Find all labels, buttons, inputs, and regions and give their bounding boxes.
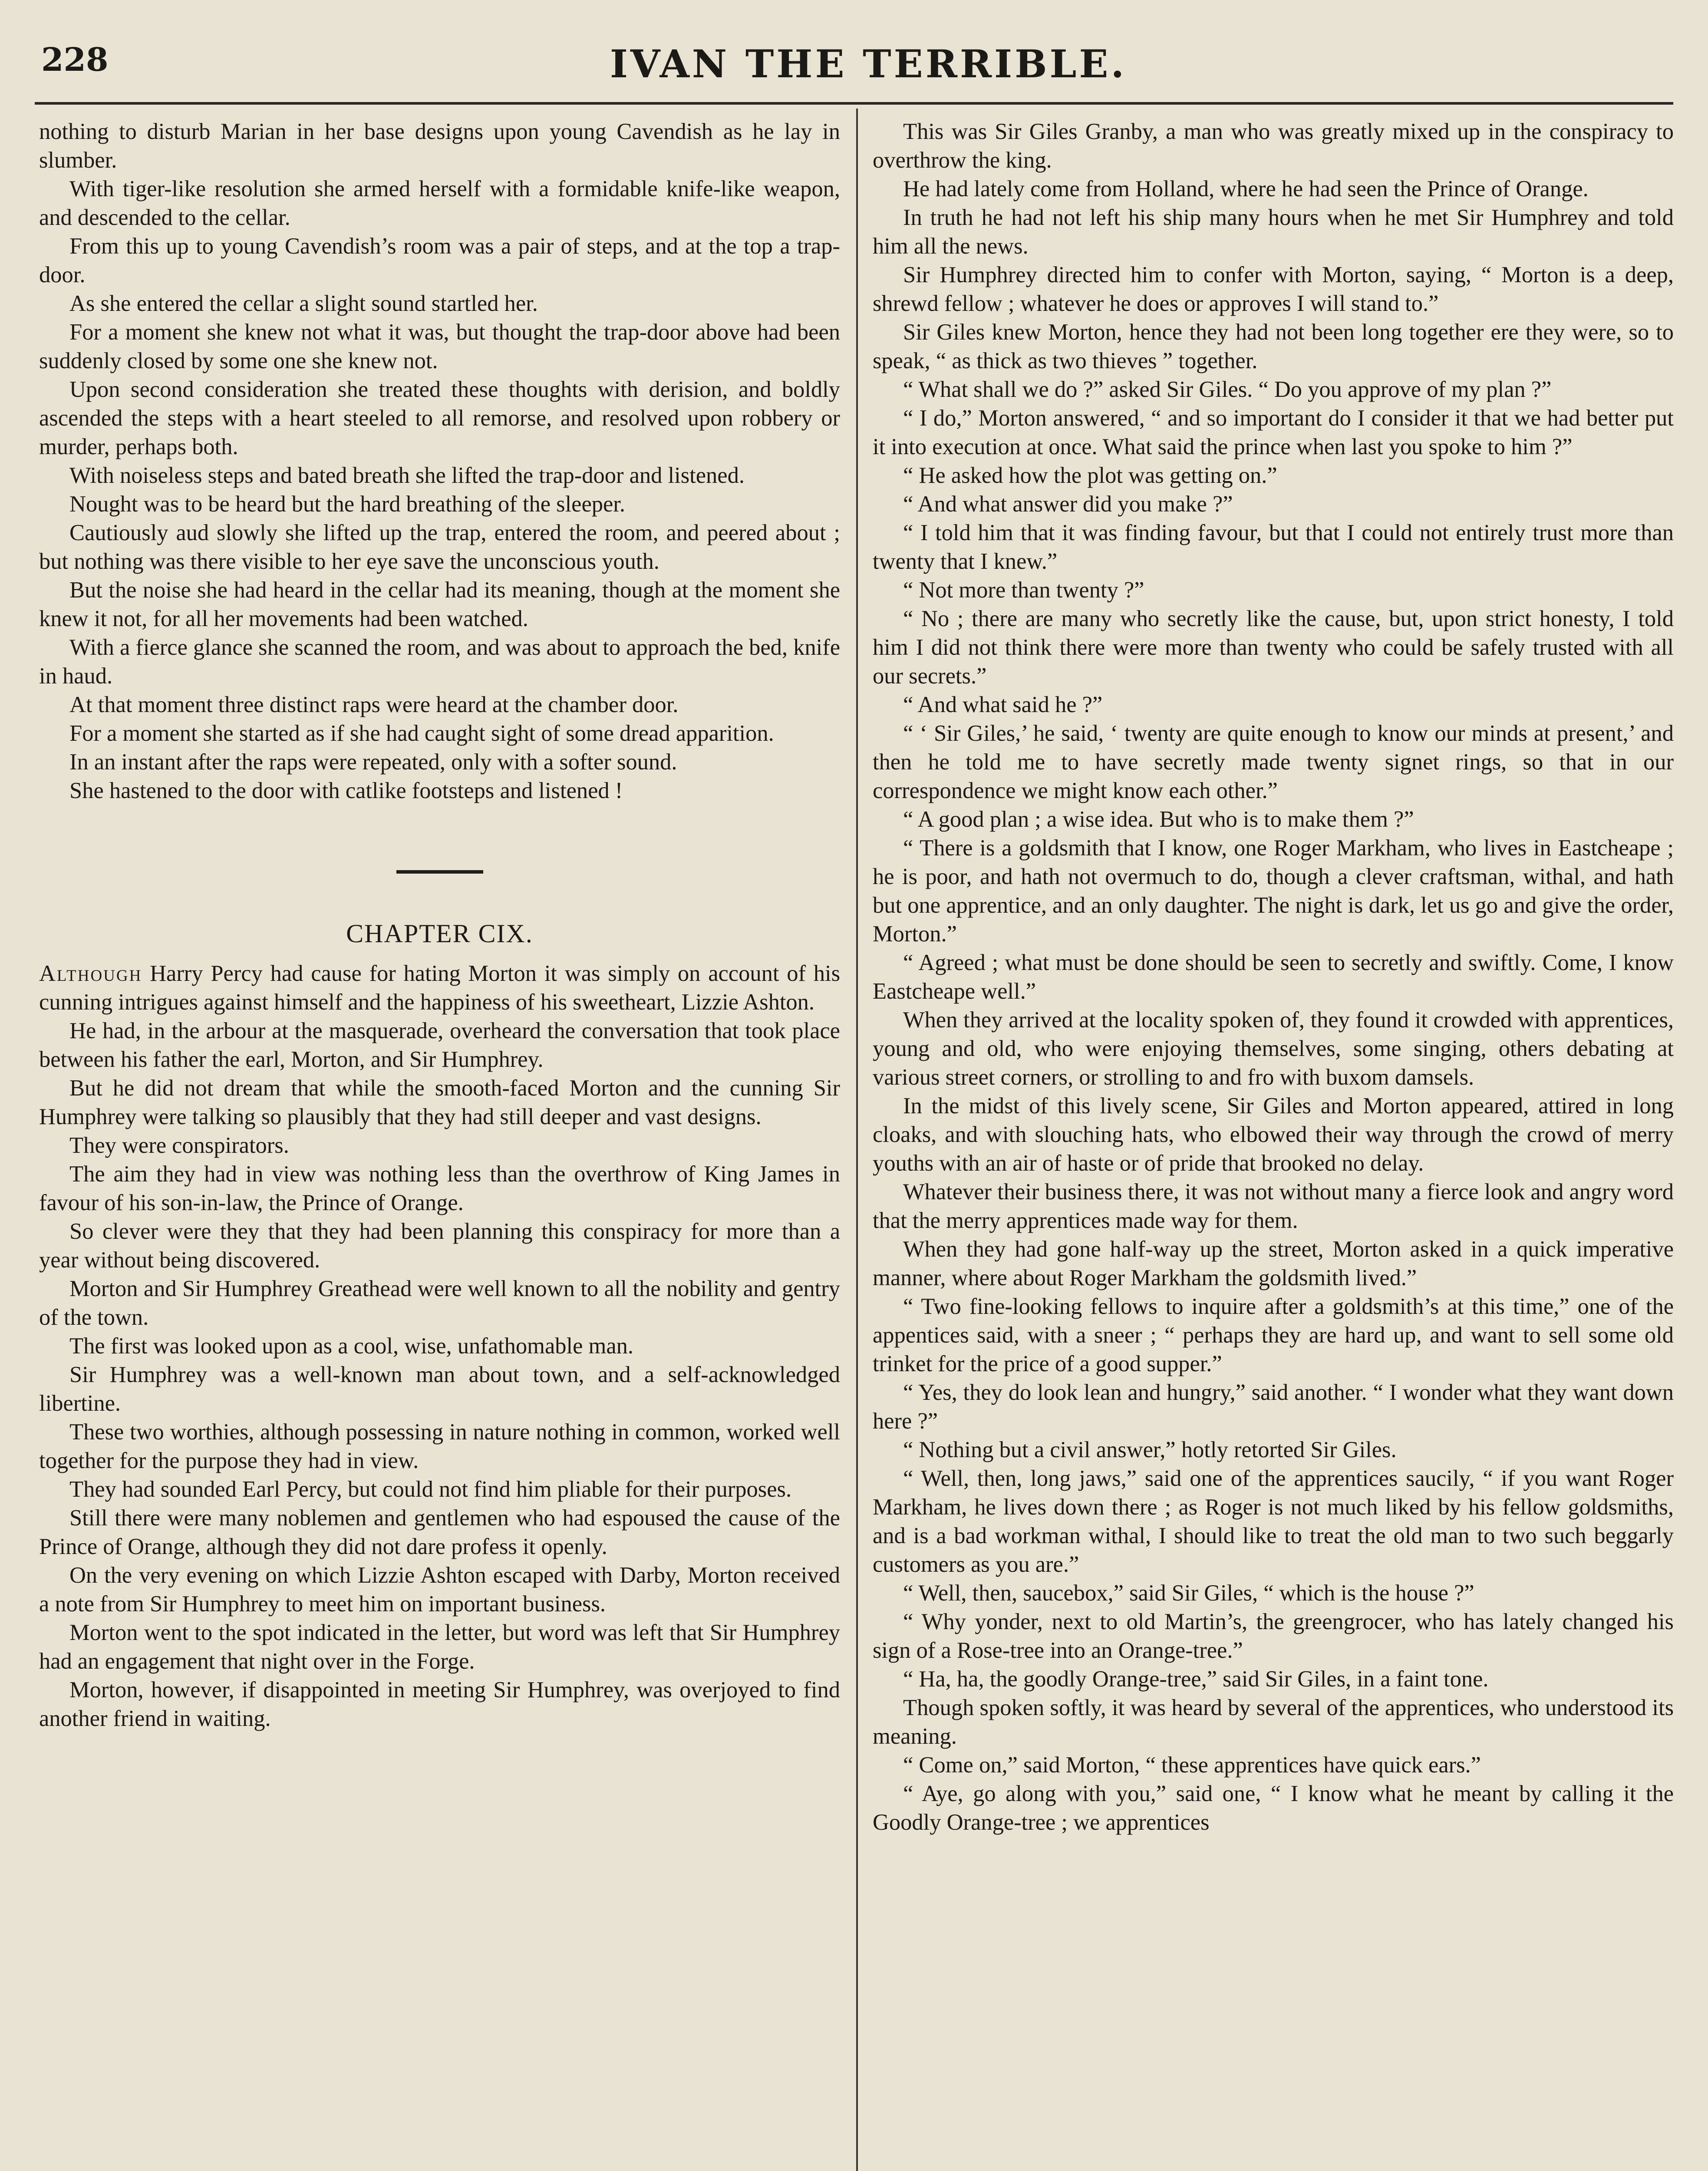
paragraph: On the very evening on which Lizzie Ashton escaped with Darby, Morton received a note from Sir Humphrey to meet him on important business.: [39, 1563, 840, 1617]
paragraph: They were conspirators.: [69, 1133, 289, 1158]
page-number: 228: [41, 41, 109, 79]
paragraph: For a moment she started as if she had caught sight of some dread apparition.: [69, 721, 774, 746]
paragraph: Sir Humphrey was a well-known man about town, and a self-acknowledged libertine.: [39, 1362, 840, 1416]
chapter-heading: CHAPTER CIX.: [346, 919, 533, 948]
paragraph: When they arrived at the locality spoken of, they found it crowded with apprentices, young and old, who were enjoying themselves, some singing, others debating at various street corners, or strolling to and fro with buxom damsels.: [873, 1007, 1674, 1090]
header-rule: [35, 102, 1673, 105]
paragraph: With a fierce glance she scanned the room, and was about to approach the bed, knife in haud.: [39, 635, 840, 689]
paragraph: At that moment three distinct raps were heard at the chamber door.: [69, 692, 679, 717]
chapter-opening-word: Although: [39, 961, 142, 986]
paragraph: But the noise she had heard in the cellar had its meaning, though at the moment she knew it not, for all her movements had been watched.: [39, 577, 840, 631]
chapter-opening-text: Harry Percy had cause for hating Morton it was simply on account of his cunning intrigues against himself and the happiness of his sweetheart, Lizzie Ashton.: [39, 961, 840, 1015]
running-title: IVAN THE TERRIBLE.: [610, 41, 1127, 86]
paragraph: nothing to disturb Marian in her base designs upon young Cavendish as he lay in slumber.: [39, 119, 840, 173]
paragraph: Morton and Sir Humphrey Greathead were well known to all the nobility and gentry of the town.: [39, 1276, 840, 1330]
paragraph: In truth he had not left his ship many hours when he met Sir Humphrey and told him all the news.: [873, 205, 1674, 259]
paragraph: When they had gone half-way up the street, Morton asked in a quick imperative manner, where about Roger Markham the goldsmith lived.”: [873, 1237, 1674, 1290]
paragraph: He had lately come from Holland, where he had seen the Prince of Orange.: [903, 176, 1589, 201]
paragraph: “ Agreed ; what must be done should be seen to secretly and swiftly. Come, I know Eastcheape well.”: [873, 950, 1674, 1004]
paragraph: “ Not more than twenty ?”: [903, 577, 1144, 603]
paragraph: Sir Giles knew Morton, hence they had not been long together ere they were, so to speak, “ as thick as two thieves ” together.: [873, 320, 1674, 373]
paragraph: “ Two fine-looking fellows to inquire after a goldsmith’s at this time,” one of the appentices said, with a sneer ; “ perhaps they are hard up, and want to sell some old trinket for the price of a good supper.”: [873, 1294, 1674, 1376]
paragraph: “ Nothing but a civil answer,” hotly retorted Sir Giles.: [903, 1437, 1397, 1462]
left-column: [39, 117, 840, 1733]
paragraph: “ A good plan ; a wise idea. But who is to make them ?”: [903, 807, 1414, 832]
paragraph: She hastened to the door with catlike footsteps and listened !: [69, 778, 623, 803]
paragraph: “ Ha, ha, the goodly Orange-tree,” said Sir Giles, in a faint tone.: [903, 1666, 1489, 1692]
paragraph: So clever were they that they had been planning this conspiracy for more than a year without being discovered.: [39, 1219, 840, 1273]
paragraph: In an instant after the raps were repeated, only with a softer sound.: [69, 749, 677, 775]
paragraph: “ Yes, they do look lean and hungry,” said another. “ I wonder what they want down here ?”: [873, 1380, 1674, 1434]
paragraph: Upon second consideration she treated these thoughts with derision, and boldly ascended the steps with a heart steeled to all remorse, and resolved upon robbery or murder, perhaps both.: [39, 377, 840, 459]
paragraph: “ And what answer did you make ?”: [903, 492, 1233, 517]
paragraph: “ What shall we do ?” asked Sir Giles. “ Do you approve of my plan ?”: [903, 377, 1552, 402]
paragraph: This was Sir Giles Granby, a man who was greatly mixed up in the conspiracy to overthrow the king.: [873, 119, 1674, 173]
paragraph: For a moment she knew not what it was, but thought the trap-door above had been suddenly closed by some one she knew not.: [39, 320, 840, 373]
paragraph: These two worthies, although possessing in nature nothing in common, worked well together for the purpose they had in view.: [39, 1419, 840, 1473]
page-header: [0, 41, 1708, 93]
right-column: [873, 117, 1674, 1837]
paragraph: “ ‘ Sir Giles,’ he said, ‘ twenty are quite enough to know our minds at present,’ and then he told me to have secretly made twenty signet rings, so that in our correspondence we might know each other.”: [873, 721, 1674, 803]
chapter-opening-paragraph: [39, 959, 840, 1016]
paragraph: “ Well, then, long jaws,” said one of the apprentices saucily, “ if you want Roger Markham, he lives down there ; as Roger is not much liked by his fellow goldsmiths, and is a bad workman withal, I should like to treat the old man to two such beggarly customers as you are.”: [873, 1466, 1674, 1577]
paragraph: “ And what said he ?”: [903, 692, 1103, 717]
section-break-rule: [396, 870, 483, 874]
paragraph: Whatever their business there, it was not without many a fierce look and angry word that the merry apprentices made way for them.: [873, 1179, 1674, 1233]
paragraph: “ Why yonder, next to old Martin’s, the greengrocer, who has lately changed his sign of a Rose-tree into an Orange-tree.”: [873, 1609, 1674, 1663]
paragraph: “ I do,” Morton answered, “ and so important do I consider it that we had better put it into execution at once. What said the prince when last you spoke to him ?”: [873, 406, 1674, 459]
paragraph: The aim they had in view was nothing less than the overthrow of King James in favour of his son-in-law, the Prince of Orange.: [39, 1161, 840, 1215]
paragraph: Sir Humphrey directed him to confer with Morton, saying, “ Morton is a deep, shrewd fellow ; whatever he does or approves I will stand to.”: [873, 262, 1674, 316]
paragraph: Still there were many noblemen and gentlemen who had espoused the cause of the Prince of Orange, although they did not dare profess it openly.: [39, 1505, 840, 1559]
paragraph: Cautiously aud slowly she lifted up the trap, entered the room, and peered about ; but nothing was there visible to her eye save the unconscious youth.: [39, 520, 840, 574]
paragraph: With tiger-like resolution she armed herself with a formidable knife-like weapon, and descended to the cellar.: [39, 176, 840, 230]
paragraph: Morton went to the spot indicated in the letter, but word was left that Sir Humphrey had an engagement that night over in the Forge.: [39, 1620, 840, 1674]
paragraph: As she entered the cellar a slight sound startled her.: [69, 291, 538, 316]
paragraph: “ He asked how the plot was getting on.”: [903, 463, 1277, 488]
paragraph: “ There is a goldsmith that I know, one Roger Markham, who lives in Eastcheape ; he is poor, and hath not overmuch to do, though a clever craftsman, withal, and hath but one apprentice, and an only daughter. The night is dark, let us go and give the order, Morton.”: [873, 835, 1674, 947]
paragraph: Morton, however, if disappointed in meeting Sir Humphrey, was overjoyed to find another friend in waiting.: [39, 1677, 840, 1731]
paragraph: “ Come on,” said Morton, “ these apprentices have quick ears.”: [903, 1752, 1481, 1778]
paragraph: He had, in the arbour at the masquerade, overheard the conversation that took place between his father the earl, Morton, and Sir Humphrey.: [39, 1018, 840, 1072]
paragraph: They had sounded Earl Percy, but could not find him pliable for their purposes.: [69, 1477, 792, 1502]
paragraph: “ I told him that it was finding favour, but that I could not entirely trust more than twenty that I knew.”: [873, 520, 1674, 574]
column-divider: [856, 109, 858, 2171]
paragraph: Though spoken softly, it was heard by several of the apprentices, who understood its meaning.: [873, 1695, 1674, 1749]
paragraph: “ Aye, go along with you,” said one, “ I know what he meant by calling it the Goodly Orange-tree ; we apprentices: [873, 1781, 1674, 1835]
paragraph: From this up to young Cavendish’s room was a pair of steps, and at the top a trap-door.: [39, 234, 840, 287]
paragraph: “ Well, then, saucebox,” said Sir Giles, “ which is the house ?”: [903, 1580, 1474, 1606]
paragraph: Nought was to be heard but the hard breathing of the sleeper.: [69, 492, 626, 517]
paragraph: “ No ; there are many who secretly like the cause, but, upon strict honesty, I told him I did not think there were more than twenty who could be safely trusted with all our secrets.”: [873, 606, 1674, 689]
paragraph: In the midst of this lively scene, Sir Giles and Morton appeared, attired in long cloaks, and with slouching hats, who elbowed their way through the crowd of merry youths with an air of haste or of pride that brooked no delay.: [873, 1093, 1674, 1176]
paragraph: But he did not dream that while the smooth-faced Morton and the cunning Sir Humphrey were talking so plausibly that they had still deeper and vast designs.: [39, 1076, 840, 1129]
paragraph: With noiseless steps and bated breath she lifted the trap-door and listened.: [69, 463, 745, 488]
paragraph: The first was looked upon as a cool, wise, unfathomable man.: [69, 1333, 634, 1359]
